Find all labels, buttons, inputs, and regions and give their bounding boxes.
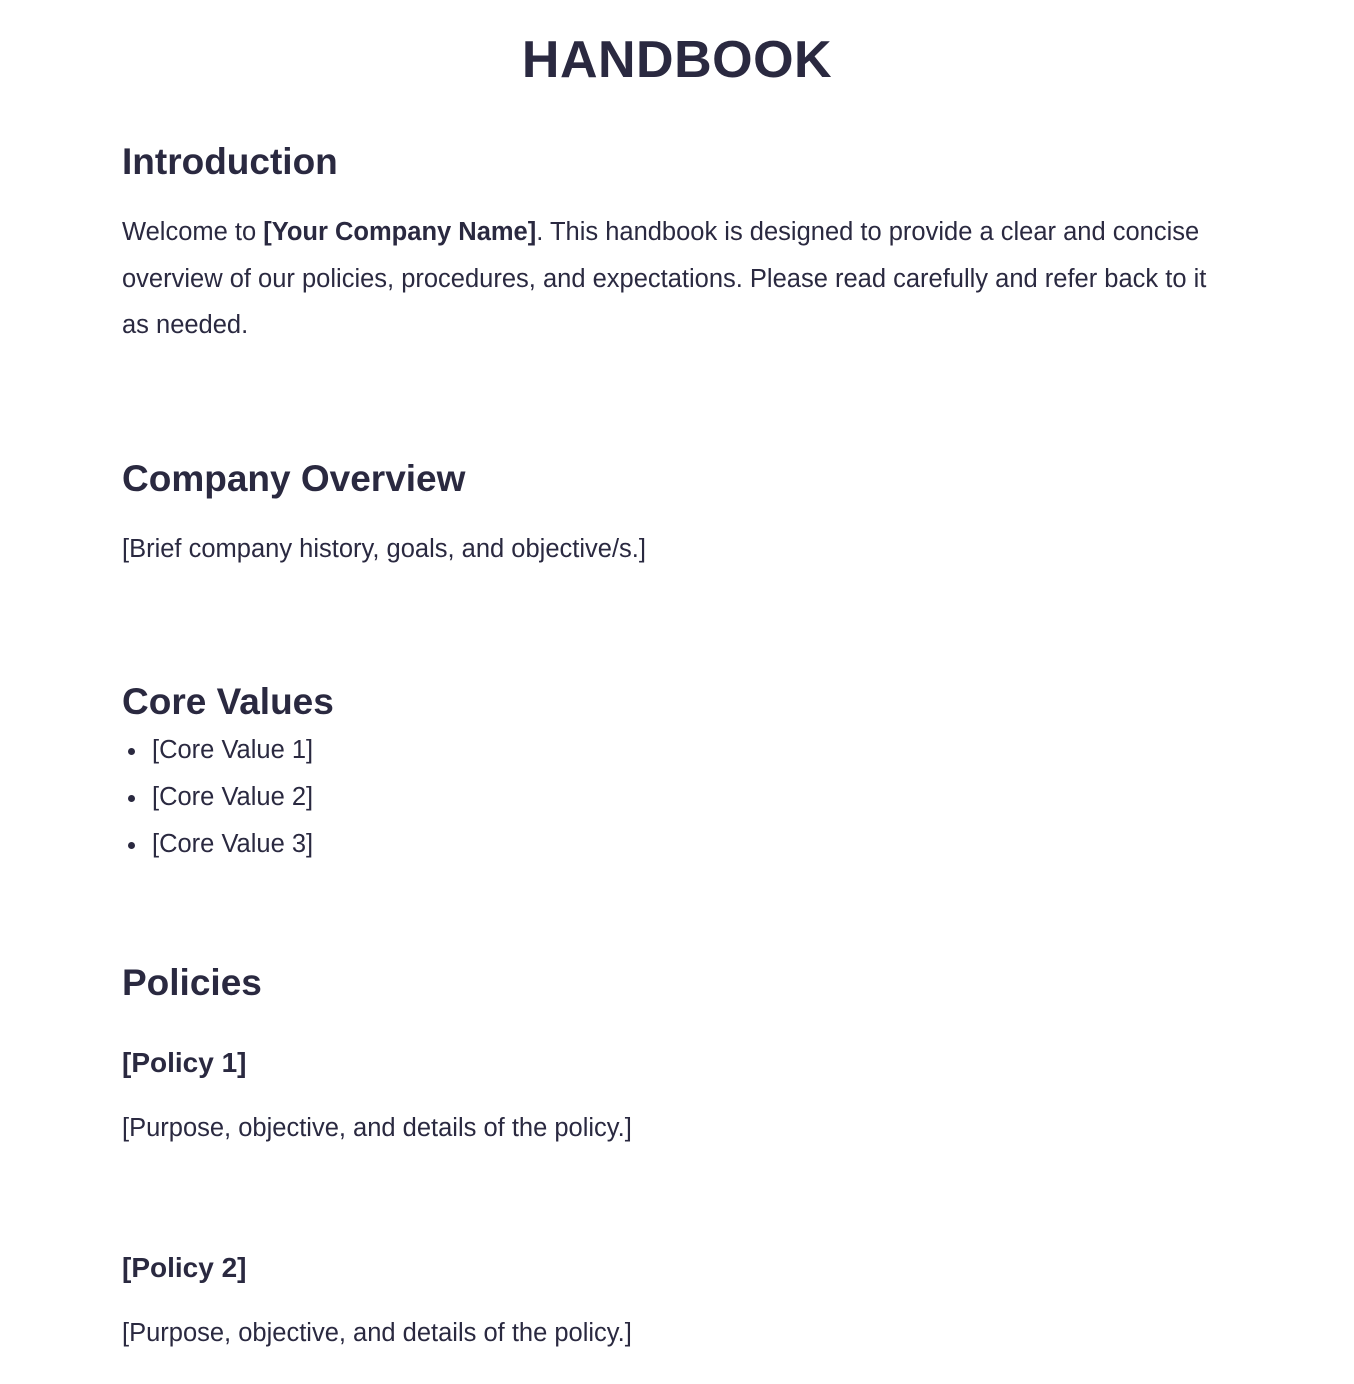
company-overview-paragraph: [Brief company history, goals, and objective/s.] (122, 535, 646, 563)
bullet-icon (128, 748, 135, 755)
list-item (122, 821, 313, 868)
core-values-list (122, 727, 313, 868)
bullet-icon (128, 795, 135, 802)
heading-core-values: Core Values (122, 681, 334, 722)
intro-text-before: Welcome to (122, 218, 264, 246)
heading-company-overview: Company Overview (122, 458, 466, 499)
policy-title: [Policy 1] (122, 1047, 247, 1078)
list-item (122, 727, 313, 774)
intro-text-after: . This handbook is designed to provide a clear and concise overview of our policies, procedures, and expectations. Please read carefully and refer back to it as needed. (122, 218, 1207, 339)
introduction-paragraph (122, 209, 1222, 349)
heading-introduction: Introduction (122, 141, 338, 182)
policy-title: [Policy 2] (122, 1252, 247, 1283)
policy-description: [Purpose, objective, and details of the policy.] (122, 1319, 632, 1347)
core-value-label: [Core Value 2] (152, 783, 314, 811)
policy-description: [Purpose, objective, and details of the policy.] (122, 1114, 632, 1142)
bullet-icon (128, 842, 135, 849)
document-title: HANDBOOK (521, 31, 833, 89)
core-value-label: [Core Value 1] (152, 736, 314, 764)
core-value-label: [Core Value 3] (152, 830, 314, 858)
company-name-placeholder: [Your Company Name] (263, 218, 537, 246)
heading-policies: Policies (122, 962, 262, 1003)
list-item (122, 774, 313, 821)
